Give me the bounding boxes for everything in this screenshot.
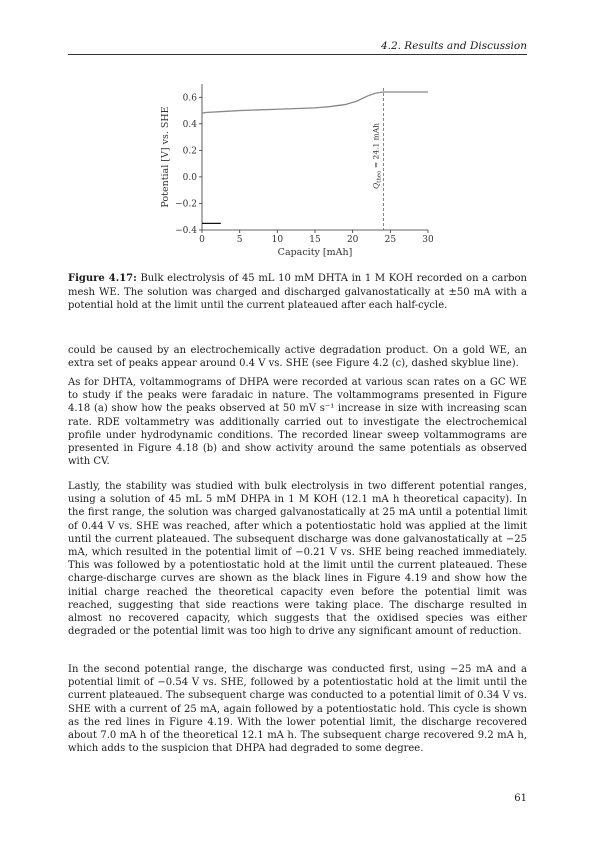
y-axis-label: Potential [V] vs. SHE xyxy=(160,106,171,208)
running-header: 4.2. Results and Discussion xyxy=(380,40,527,52)
header-rule xyxy=(68,54,527,55)
y-tick-label: 0.4 xyxy=(182,119,197,130)
figure-4-17-plot xyxy=(150,70,450,270)
body-paragraph-1: could be caused by an electrochemically active degradation product. On a gold WE, an extra set of peaks appear around 0.4 V vs. SHE (see Figure 4.2 (c), dashed skyblue line). xyxy=(68,345,527,370)
figure-caption-text: Bulk electrolysis of 45 mL 10 mM DHTA in 1 M KOH recorded on a carbon mesh WE. The solution was charged and discharged galvanostatically at ±50 mA with a potential hold at the limit until the current plateaued after each half-cycle. xyxy=(68,273,527,311)
x-tick-label: 0 xyxy=(199,235,205,245)
y-tick-label: −0.2 xyxy=(175,199,197,210)
x-tick-label: 10 xyxy=(271,235,284,245)
figure-label: Figure 4.17: xyxy=(68,273,137,284)
body-paragraph-2: As for DHTA, voltammograms of DHPA were recorded at various scan rates on a GC WE to study if the peaks were faradaic in nature. The voltammograms presented in Figure 4.18 (a) show how the peaks observed at 50 mV s⁻¹ increase in size with increasing scan rate. RDE voltammetry was additionally carried out to investigate the electrochemical profile under hydrodynamic conditions. The recorded linear sweep voltammograms are presented in Figure 4.18 (b) and show activity around the same potentials as observed with CV. xyxy=(68,377,527,468)
y-tick-label: 0.6 xyxy=(182,93,197,104)
x-tick-label: 25 xyxy=(384,235,397,245)
x-tick-label: 30 xyxy=(422,235,434,245)
x-axis-label: Capacity [mAh] xyxy=(277,247,353,258)
y-tick-label: −0.4 xyxy=(175,226,197,236)
body-paragraph-3: Lastly, the stability was studied with bulk electrolysis in two different potential ranges, using a solution of 45 mL 5 mM DHPA in 1 M KOH (12.1 mA h theoretical capacity). In the first range, the solution was charged galvanostatically at 25 mA until a potential limit of 0.44 V vs. SHE was reached, after which a potentiostatic hold was applied at the limit until the current plateaued. The subsequent discharge was done galvanostatically at −25 mA, which resulted in the potential limit of −0.21 V vs. SHE being reached immediately. This was followed by a potentiostatic hold at the limit until the current plateaued. These charge-discharge curves are shown as the black lines in Figure 4.19 and show how the initial charge reached the theoretical capacity even before the potential limit was reached, suggesting that side reactions were taking place. The discharge resulted in almost no recovered capacity, which suggests that the oxidised species was either degraded or the potential limit was too high to drive any significant amount of reduction. xyxy=(68,481,527,638)
x-tick-label: 20 xyxy=(346,235,359,245)
y-tick-label: 0.0 xyxy=(182,172,197,183)
series-line-1 xyxy=(202,92,428,113)
page-number: 61 xyxy=(514,793,527,804)
figure-caption xyxy=(68,272,527,313)
x-tick-label: 5 xyxy=(236,235,243,245)
body-paragraph-4: In the second potential range, the discharge was conducted first, using −25 mA and a potential limit of −0.54 V vs. SHE, followed by a potentiostatic hold at the limit until the current plateaued. The subsequent charge was conducted to a potential limit of 0.34 V vs. SHE with a current of 25 mA, again followed by a potentiostatic hold. This cycle is shown as the red lines in Figure 4.19. With the lower potential limit, the discharge recovered about 7.0 mA h of the theoretical 12.1 mA h. The subsequent charge recovered 9.2 mA h, which adds to the suspicion that DHPA had degraded to some degree. xyxy=(68,664,527,755)
y-tick-label: 0.2 xyxy=(182,146,197,157)
theoretical-capacity-label: $Q_{theo} = 24.1$ mAh xyxy=(371,123,383,189)
x-tick-label: 15 xyxy=(309,235,321,245)
